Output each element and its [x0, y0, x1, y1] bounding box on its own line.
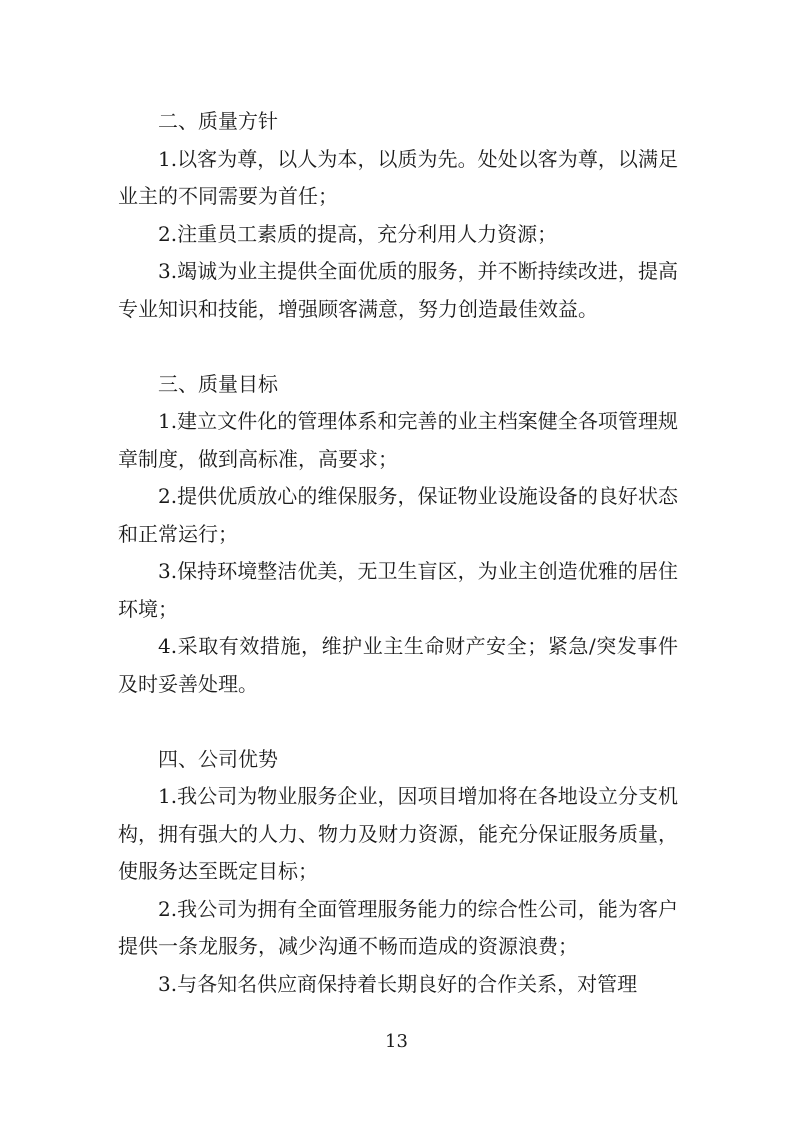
policy-item-1: 1.以客为尊，以人为本，以质为先。处处以客为尊，以满足业主的不同需要为首任； — [118, 146, 678, 208]
advantage-item-2: 2.我公司为拥有全面管理服务能力的综合性公司，能为客户提供一条龙服务，减少沟通不畅而造成的资源浪费； — [118, 896, 678, 958]
section-spacer — [118, 328, 678, 366]
section-heading-quality-policy: 二、质量方针 — [158, 109, 278, 133]
policy-item-3: 3.竭诚为业主提供全面优质的服务，并不断持续改进，提高专业知识和技能，增强顾客满意，努力创造最佳效益。 — [118, 259, 678, 321]
goal-item-1: 1.建立文件化的管理体系和完善的业主档案健全各项管理规章制度，做到高标准，高要求； — [118, 409, 678, 471]
section-heading-quality-goals: 三、质量目标 — [158, 371, 278, 396]
advantage-item-3: 3.与各知名供应商保持着长期良好的合作关系，对管理 — [158, 971, 638, 996]
section-spacer — [118, 703, 678, 741]
page-number: 13 — [385, 1031, 408, 1052]
section-heading-company-advantages: 四、公司优势 — [158, 746, 278, 771]
advantage-item-1: 1.我公司为物业服务企业，因项目增加将在各地设立分支机构，拥有强大的人力、物力及财力资源，能充分保证服务质量，使服务达至既定目标； — [118, 784, 678, 883]
goal-item-3: 3.保持环境整洁优美，无卫生盲区，为业主创造优雅的居住环境； — [118, 559, 678, 621]
policy-item-2: 2.注重员工素质的提高，充分利用人力资源； — [158, 221, 558, 246]
goal-item-2: 2.提供优质放心的维保服务，保证物业设施设备的良好状态和正常运行； — [118, 484, 678, 546]
document-body — [118, 103, 678, 1003]
goal-item-4: 4.采取有效措施，维护业主生命财产安全；紧急/突发事件及时妥善处理。 — [118, 634, 678, 696]
